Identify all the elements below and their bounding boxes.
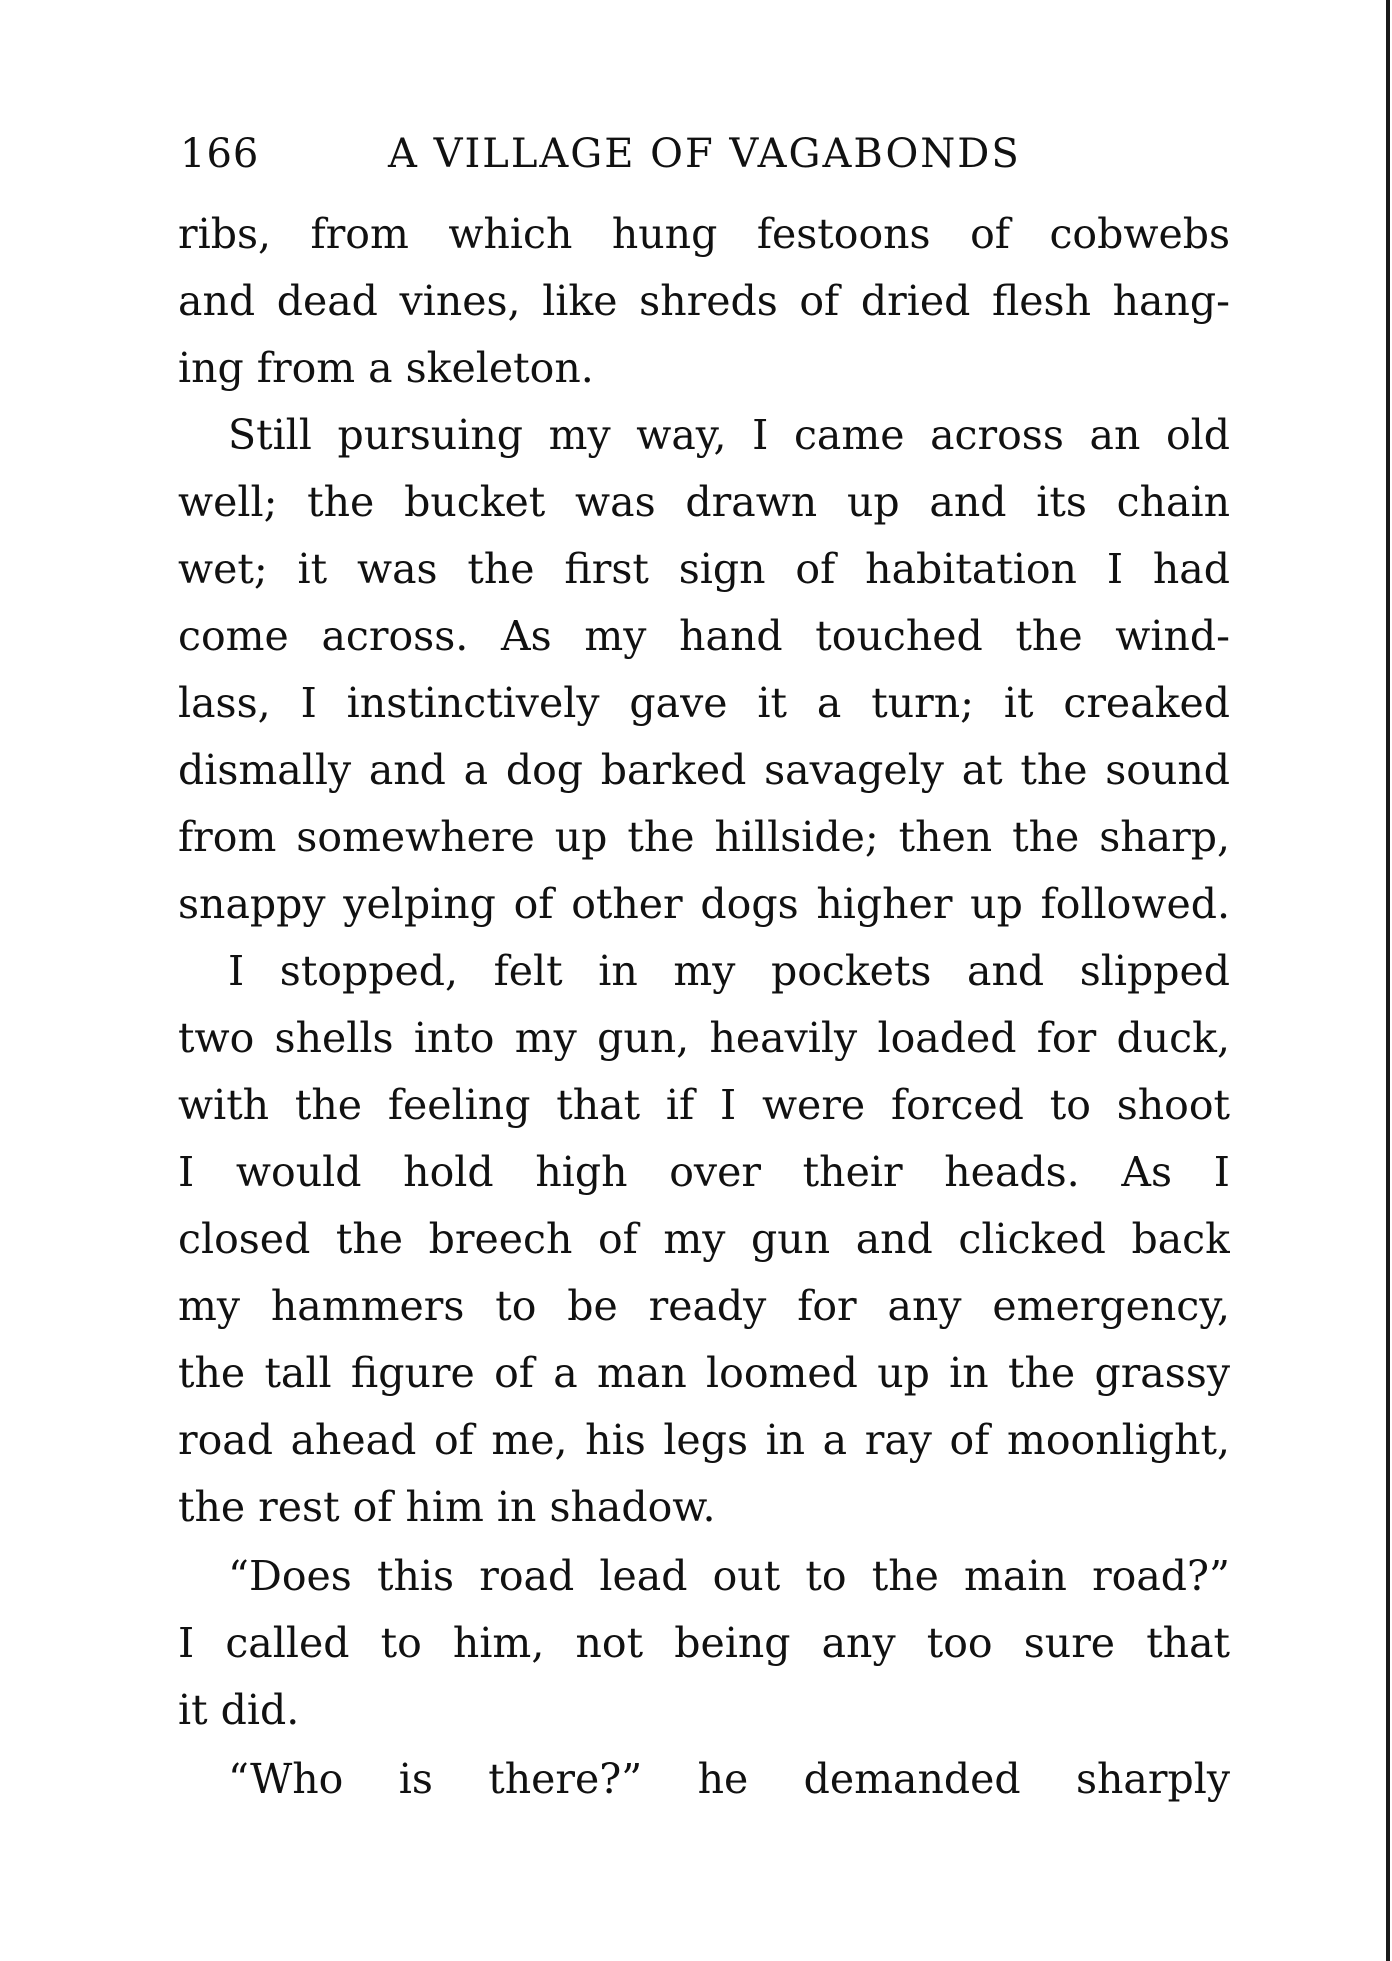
text-line: I would hold high over their heads. As I bbox=[178, 1148, 1230, 1196]
text-line: from somewhere up the hillside; then the sharp, bbox=[178, 813, 1230, 861]
running-head bbox=[180, 128, 1235, 180]
text-line: come across. As my hand touched the wind- bbox=[178, 612, 1230, 660]
text-line: with the feeling that if I were forced to shoot bbox=[178, 1081, 1230, 1129]
text-line: snappy yelping of other dogs higher up followed. bbox=[178, 880, 1230, 928]
page-number: 166 bbox=[180, 131, 260, 177]
text-line: road ahead of me, his legs in a ray of moonlight, bbox=[178, 1416, 1230, 1464]
text-line: I stopped, felt in my pockets and slipped bbox=[228, 947, 1230, 995]
text-line: dismally and a dog barked savagely at the sound bbox=[178, 746, 1230, 794]
text-line: the tall figure of a man loomed up in the grassy bbox=[178, 1349, 1230, 1397]
text-line: ing from a skeleton. bbox=[178, 344, 594, 392]
text-line: ribs, from which hung festoons of cobwebs bbox=[178, 210, 1230, 258]
text-line: well; the bucket was drawn up and its chain bbox=[178, 478, 1230, 526]
text-line: and dead vines, like shreds of dried flesh hang- bbox=[178, 277, 1230, 325]
text-line: the rest of him in shadow. bbox=[178, 1483, 716, 1531]
text-line: my hammers to be ready for any emergency, bbox=[178, 1282, 1230, 1330]
text-line: “Does this road lead out to the main road?” bbox=[228, 1552, 1230, 1600]
text-line: it did. bbox=[178, 1686, 300, 1734]
text-line: I called to him, not being any too sure that bbox=[178, 1619, 1230, 1667]
text-line: lass, I instinctively gave it a turn; it creaked bbox=[178, 679, 1230, 727]
text-line: Still pursuing my way, I came across an old bbox=[228, 411, 1230, 459]
text-line: wet; it was the first sign of habitation I had bbox=[178, 545, 1230, 593]
text-line: closed the breech of my gun and clicked back bbox=[178, 1215, 1230, 1263]
running-title: A VILLAGE OF VAGABONDS bbox=[388, 131, 1021, 177]
page-edge-rule bbox=[1386, 0, 1390, 1961]
text-line: two shells into my gun, heavily loaded for duck, bbox=[178, 1014, 1230, 1062]
text-line: “Who is there?” he demanded sharply bbox=[228, 1755, 1230, 1803]
